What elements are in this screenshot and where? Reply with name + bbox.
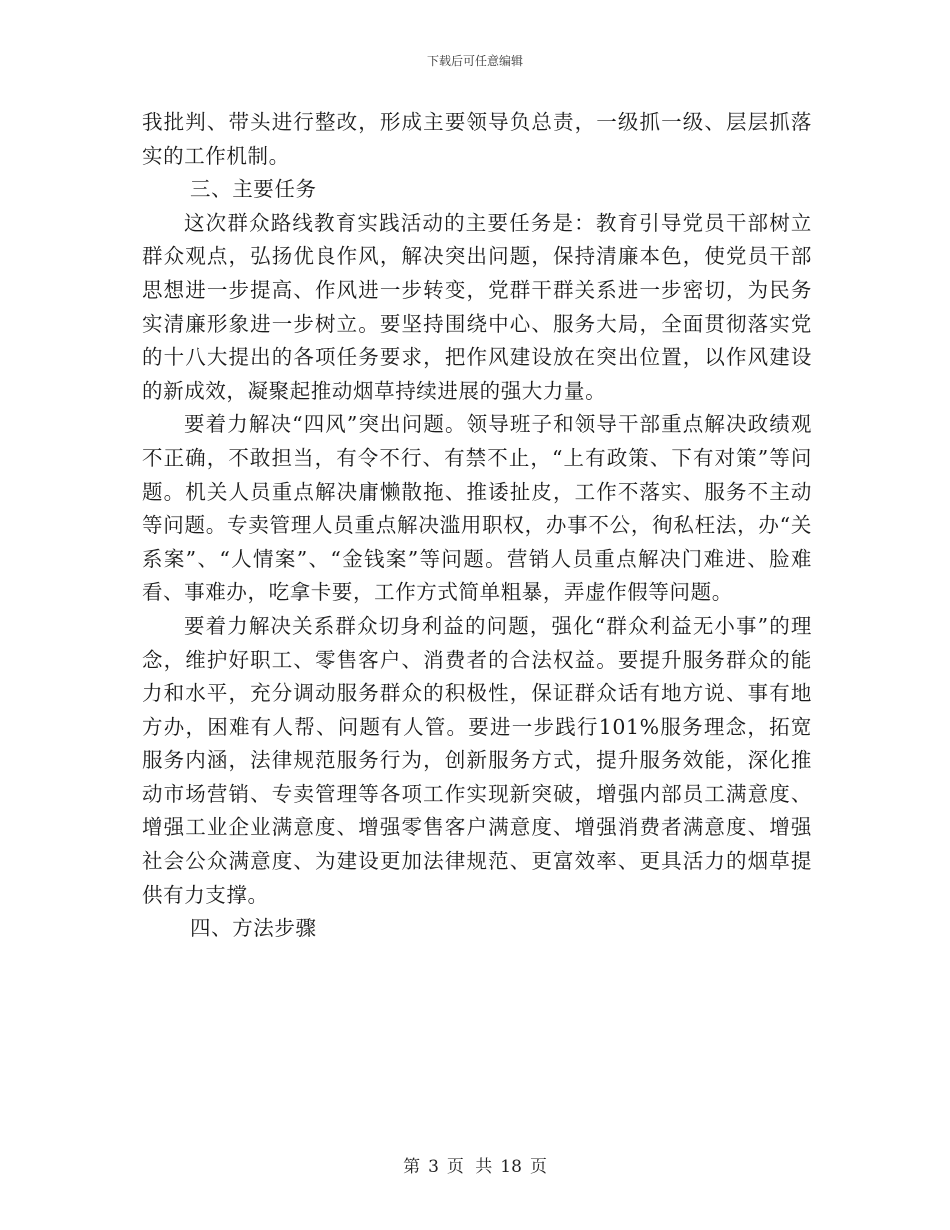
footer-current-page: 3 — [428, 1157, 439, 1177]
paragraph-continued: 我批判、带头进行整改，形成主要领导负总责，一级抓一级、层层抓落实的工作机制。 — [142, 110, 812, 168]
footer-middle: 页 共 — [446, 1157, 493, 1177]
page-footer — [0, 1156, 950, 1178]
header-note: 下载后可任意编辑 — [426, 54, 523, 68]
footer-suffix: 页 — [529, 1157, 547, 1177]
footer-prefix: 第 — [403, 1157, 421, 1177]
footer-total-pages: 18 — [500, 1157, 522, 1177]
paragraph-public-interest: 要着力解决关系群众切身利益的问题，强化“群众利益无小事”的理念，维护好职工、零售客户、消费者的合法权益。要提升服务群众的能力和水平，充分调动服务群众的积极性，保证群众话有地方说、事有地方办，困难有人帮、问题有人管。要进一步践行101%服务理念，拓宽服务内涵，法律规范服务行为，创新服务方式，提升服务效能，深化推动市场营销、专卖管理等各项工作实现新突破，增强内部员工满意度、增强工业企业满意度、增强零售客户满意度、增强消费者满意度、增强社会公众满意度、为建设更加法律规范、更富效率、更具活力的烟草提供有力支撑。 — [142, 613, 812, 907]
document-body — [142, 106, 812, 946]
section-heading-methods: 四、方法步骤 — [190, 916, 317, 941]
paragraph-four-winds: 要着力解决“四风”突出问题。领导班子和领导干部重点解决政绩观不正确，不敢担当，有令不行、有禁不止，“上有政策、下有对策”等问题。机关人员重点解决庸懒散拖、推诿扯皮，工作不落实、服务不主动等问题。专卖管理人员重点解决滥用职权，办事不公，徇私枉法，办“关系案”、“人情案”、“金钱案”等问题。营销人员重点解决门难进、脸难看、事难办，吃拿卡要，工作方式简单粗暴，弄虚作假等问题。 — [142, 412, 812, 605]
section-heading-main-tasks: 三、主要任务 — [190, 177, 317, 202]
paragraph-task-overview: 这次群众路线教育实践活动的主要任务是：教育引导党员干部树立群众观点，弘扬优良作风，解决突出问题，保持清廉本色，使党员干部思想进一步提高、作风进一步转变，党群干群关系进一步密切，为民务实清廉形象进一步树立。要坚持围绕中心、服务大局，全面贯彻落实党的十八大提出的各项任务要求，把作风建设放在突出位置，以作风建设的新成效，凝聚起推动烟草持续进展的强大力量。 — [142, 210, 812, 403]
